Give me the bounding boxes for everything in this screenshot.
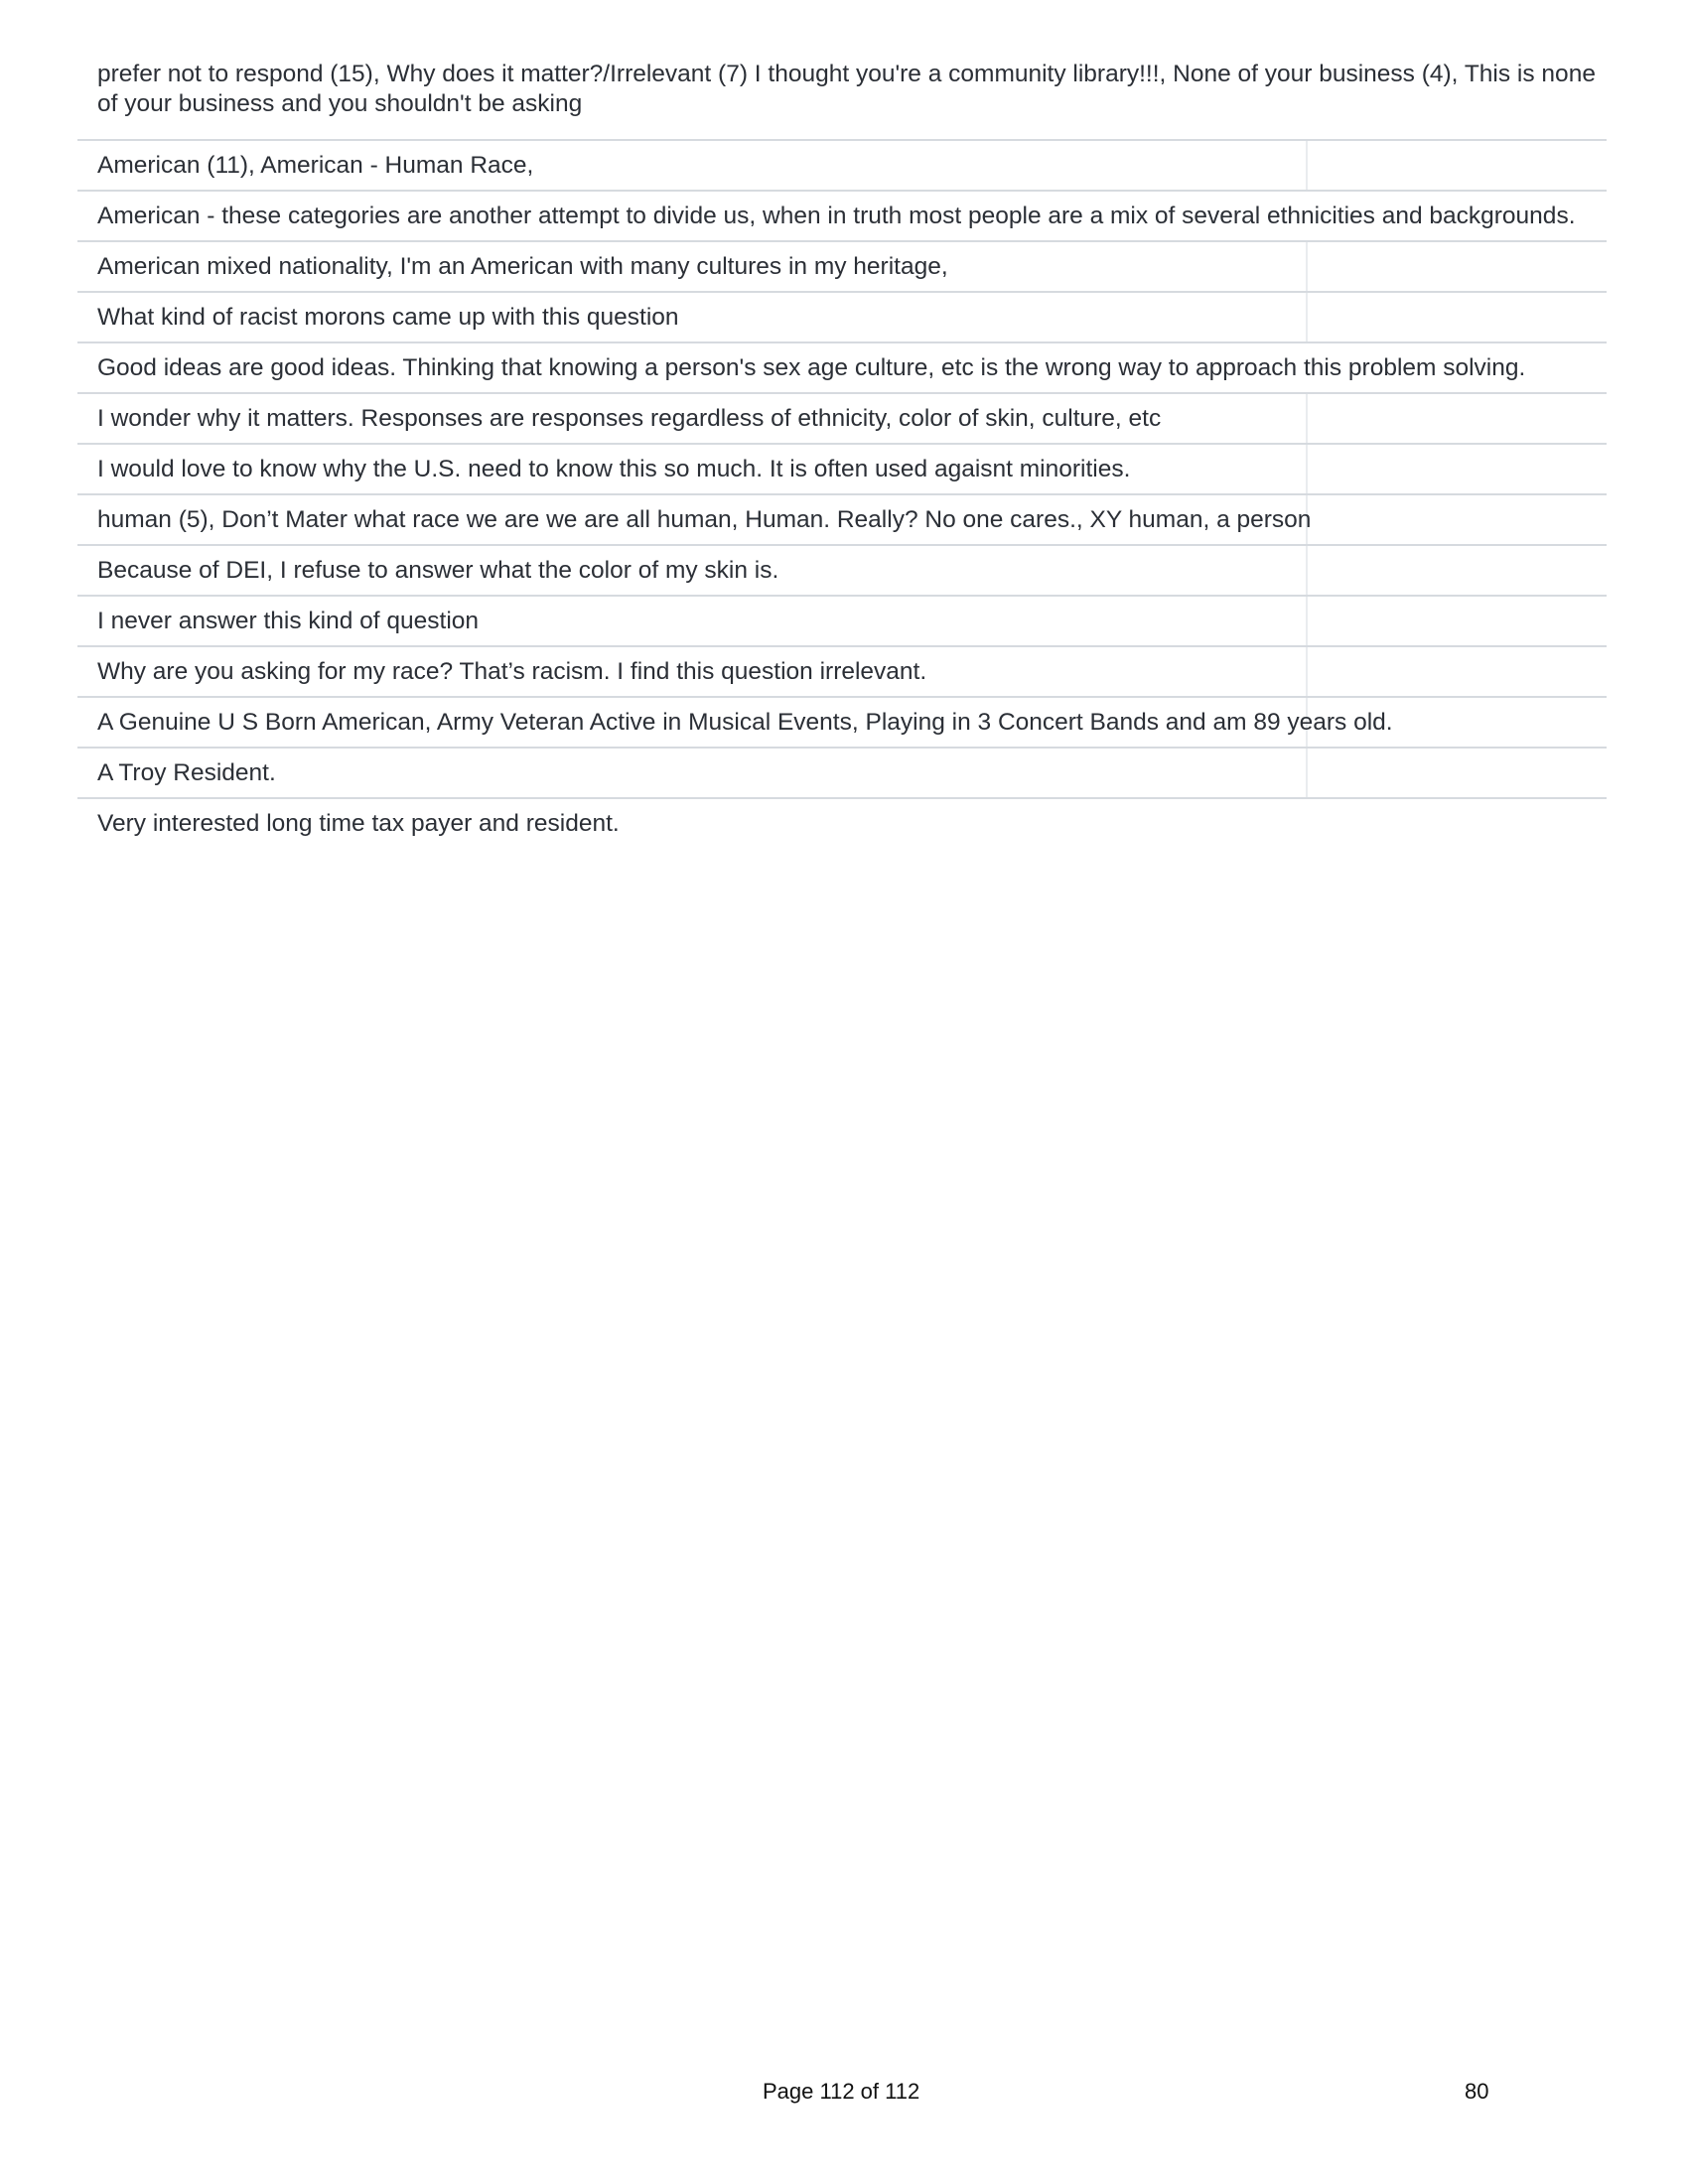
- response-text: I would love to know why the U.S. need to know this so much. It is often used agaisnt minorities.: [97, 456, 1131, 482]
- response-text: What kind of racist morons came up with this question: [97, 304, 679, 331]
- response-row: [77, 242, 1607, 293]
- response-text: human (5), Don’t Mater what race we are we are all human, Human. Really? No one cares., XY human, a person: [97, 506, 1312, 533]
- page-label: Page 112 of 112: [763, 2079, 920, 2104]
- response-text: I wonder why it matters. Responses are responses regardless of ethnicity, color of skin, culture, etc: [97, 405, 1162, 432]
- column-divider: [1306, 445, 1308, 493]
- response-text: A Genuine U S Born American, Army Veteran Active in Musical Events, Playing in 3 Concert Bands and am 89 years old.: [97, 709, 1393, 736]
- response-row: [77, 495, 1607, 546]
- response-row: [77, 647, 1607, 698]
- response-text: American - these categories are another attempt to divide us, when in truth most people are a mix of several ethnicities and backgrounds.: [97, 203, 1576, 229]
- response-row: [77, 192, 1607, 242]
- response-text: prefer not to respond (15), Why does it matter?/Irrelevant (7) I thought you're a community library!!!, None of your business (4), This is none of your business and you shouldn't be asking: [97, 61, 1596, 117]
- response-text: Why are you asking for my race? That’s racism. I find this question irrelevant.: [97, 658, 927, 685]
- response-text: Very interested long time tax payer and resident.: [97, 810, 620, 837]
- response-row: [77, 343, 1607, 394]
- response-row: [77, 597, 1607, 647]
- response-text: American mixed nationality, I'm an American with many cultures in my heritage,: [97, 253, 948, 280]
- response-row: [77, 141, 1607, 192]
- response-row: [77, 445, 1607, 495]
- column-divider: [1306, 394, 1308, 443]
- response-row: [77, 50, 1607, 141]
- column-divider: [1306, 749, 1308, 797]
- response-row: [77, 546, 1607, 597]
- response-row: [77, 698, 1607, 749]
- response-row: [77, 799, 1607, 848]
- column-divider: [1306, 293, 1308, 341]
- response-text: I never answer this kind of question: [97, 608, 480, 634]
- response-row: [77, 394, 1607, 445]
- column-divider: [1306, 242, 1308, 291]
- response-row: [77, 749, 1607, 799]
- response-text: American (11), American - Human Race,: [97, 152, 534, 179]
- response-text: Good ideas are good ideas. Thinking that knowing a person's sex age culture, etc is the wrong way to approach this problem solving.: [97, 354, 1526, 381]
- response-text: A Troy Resident.: [97, 759, 276, 786]
- response-text: Because of DEI, I refuse to answer what the color of my skin is.: [97, 557, 779, 584]
- response-list: [77, 50, 1607, 848]
- column-divider: [1306, 546, 1308, 595]
- response-row: [77, 293, 1607, 343]
- column-divider: [1306, 141, 1308, 190]
- column-divider: [1306, 647, 1308, 696]
- column-divider: [1306, 597, 1308, 645]
- page-number: 80: [1465, 2079, 1489, 2104]
